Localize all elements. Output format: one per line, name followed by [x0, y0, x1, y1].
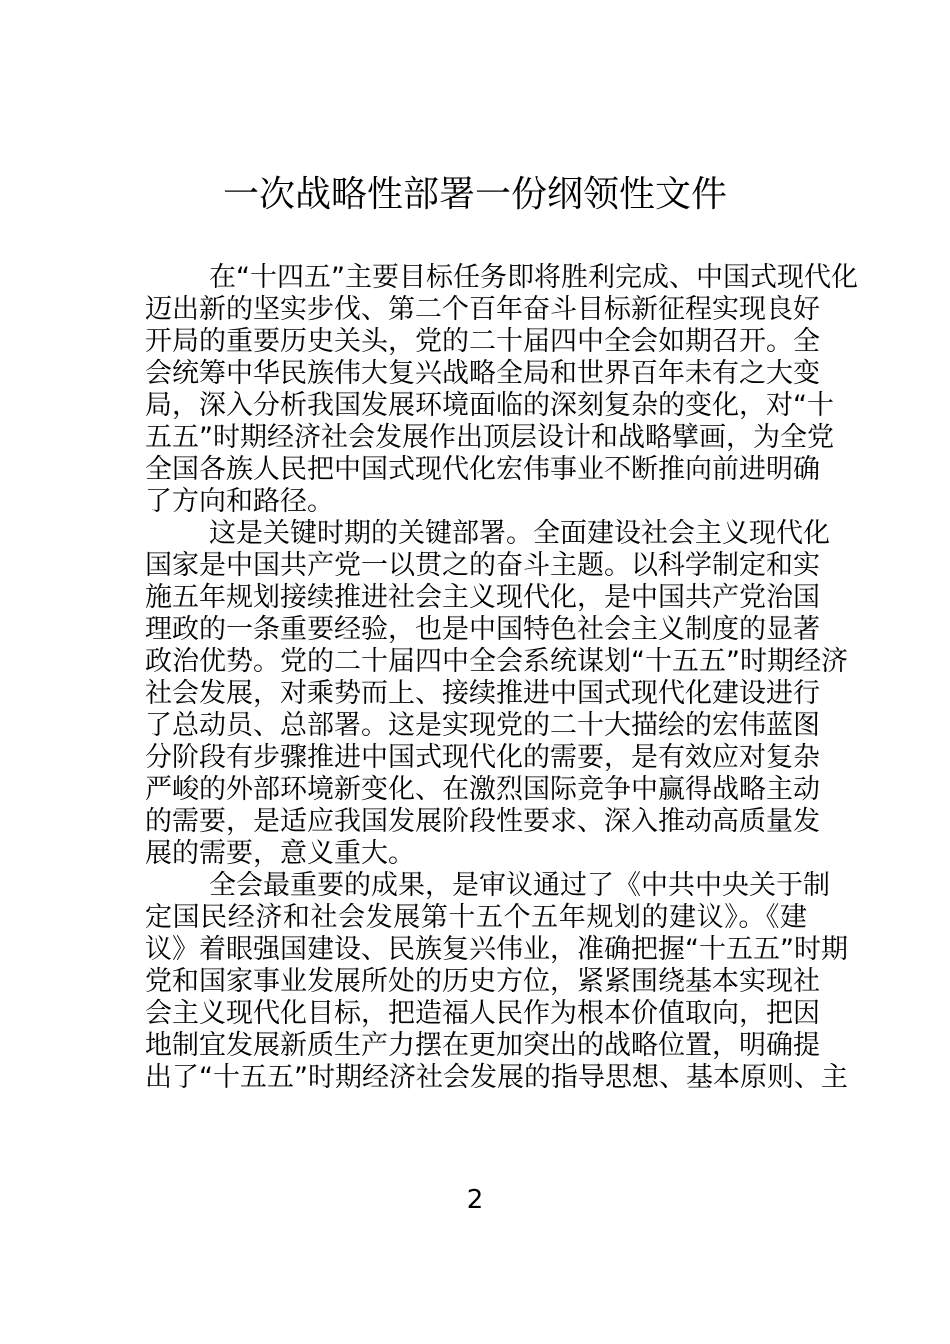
text-line: 全国各族人民把中国式现代化宏伟事业不断推向前进明确	[145, 454, 820, 485]
document-title: 一次战略性部署一份纲领性文件	[222, 174, 727, 215]
text-line: 施五年规划接续推进社会主义现代化，是中国共产党治国	[145, 582, 820, 613]
text-line: 政治优势。党的二十届四中全会系统谋划“十五五”时期经济	[145, 646, 848, 677]
text-line: 严峻的外部环境新变化、在激烈国际竞争中赢得战略主动	[145, 774, 820, 805]
text-line: 国家是中国共产党一以贯之的奋斗主题。以科学制定和实	[145, 550, 820, 581]
text-line: 会主义现代化目标，把造福人民作为根本价值取向，把因	[145, 998, 820, 1029]
paragraph-1	[145, 262, 858, 518]
text-line: 了方向和路径。	[145, 486, 334, 517]
text-line: 党和国家事业发展所处的历史方位，紧紧围绕基本实现社	[145, 966, 820, 997]
document-body	[145, 262, 858, 1094]
text-line: 会统筹中华民族伟大复兴战略全局和世界百年未有之大变	[145, 358, 820, 389]
text-line: 的需要，是适应我国发展阶段性要求、深入推动高质量发	[145, 806, 820, 837]
text-line: 展的需要，意义重大。	[145, 838, 415, 869]
text-line: 了总动员、总部署。这是实现党的二十大描绘的宏伟蓝图	[145, 710, 820, 741]
text-line: 议》着眼强国建设、民族复兴伟业，准确把握“十五五”时期	[145, 934, 848, 965]
text-line: 局，深入分析我国发展环境面临的深刻复杂的变化，对“十	[145, 390, 834, 421]
text-line: 社会发展，对乘势而上、接续推进中国式现代化建设进行	[145, 678, 820, 709]
text-line: 分阶段有步骤推进中国式现代化的需要，是有效应对复杂	[145, 742, 820, 773]
text-line: 开局的重要历史关头，党的二十届四中全会如期召开。全	[145, 326, 820, 357]
text-line: 定国民经济和社会发展第十五个五年规划的建议》。《建	[145, 902, 807, 933]
text-line: 理政的一条重要经验，也是中国特色社会主义制度的显著	[145, 614, 820, 645]
text-line: 出了“十五五”时期经济社会发展的指导思想、基本原则、主	[145, 1062, 848, 1093]
text-line: 五五”时期经济社会发展作出顶层设计和战略擘画，为全党	[145, 422, 834, 453]
page-number: 2	[466, 1185, 484, 1215]
text-line: 全会最重要的成果，是审议通过了《中共中央关于制	[209, 870, 830, 901]
paragraph-3	[145, 870, 848, 1094]
text-line: 地制宜发展新质生产力摆在更加突出的战略位置，明确提	[145, 1030, 820, 1061]
text-line: 这是关键时期的关键部署。全面建设社会主义现代化	[209, 518, 830, 549]
text-line: 迈出新的坚实步伐、第二个百年奋斗目标新征程实现良好	[145, 294, 820, 325]
text-line: 在“十四五”主要目标任务即将胜利完成、中国式现代化	[209, 262, 858, 293]
paragraph-2	[145, 518, 848, 870]
